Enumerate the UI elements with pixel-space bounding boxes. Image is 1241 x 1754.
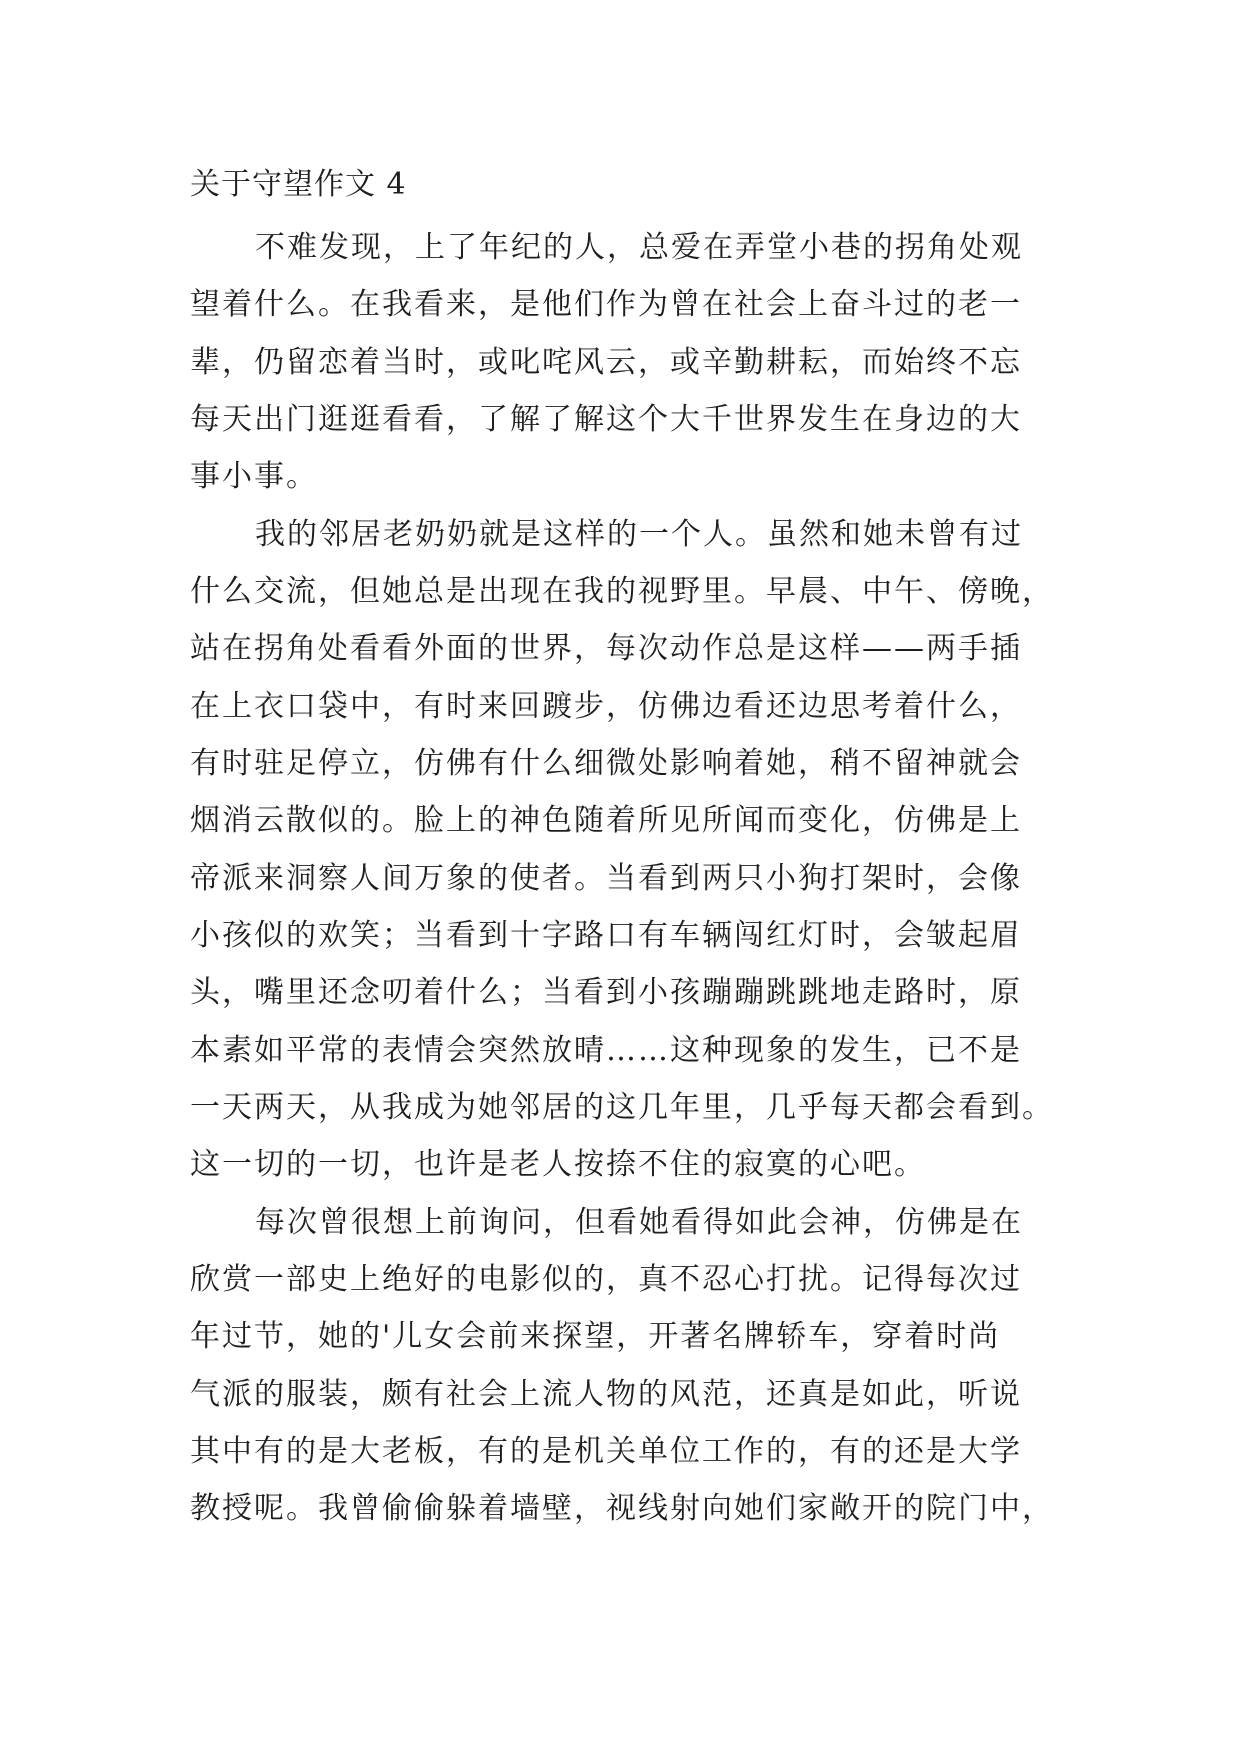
paragraph-line: 年过节，她的'儿女会前来探望，开著名牌轿车，穿着时尚 — [190, 1319, 1001, 1354]
paragraph-line: 小孩似的欢笑；当看到十字路口有车辆闯红灯时，会皱起眉 — [190, 918, 1022, 953]
paragraph-line: 有时驻足停立，仿佛有什么细微处影响着她，稍不留神就会 — [190, 746, 1022, 781]
paragraph-line: 教授呢。我曾偷偷躲着墙壁，视线射向她们家敞开的院门中， — [190, 1491, 1054, 1526]
paragraph-line: 每次曾很想上前询问，但看她看得如此会神，仿佛是在 — [255, 1205, 1023, 1240]
paragraph-line: 其中有的是大老板，有的是机关单位工作的，有的还是大学 — [190, 1434, 1022, 1469]
paragraph-line: 事小事。 — [190, 459, 318, 494]
paragraph-line: 在上衣口袋中，有时来回踱步，仿佛边看还边思考着什么， — [190, 689, 1022, 724]
paragraph-line: 站在拐角处看看外面的世界，每次动作总是这样——两手插 — [190, 631, 1022, 666]
paragraph-line: 本素如平常的表情会突然放晴……这种现象的发生，已不是 — [190, 1033, 1022, 1068]
paragraph-line: 头，嘴里还念叨着什么；当看到小孩蹦蹦跳跳地走路时，原 — [190, 975, 1022, 1010]
paragraph-line: 欣赏一部史上绝好的电影似的，真不忍心打扰。记得每次过 — [190, 1262, 1022, 1297]
paragraph-line: 一天两天，从我成为她邻居的这几年里，几乎每天都会看到。 — [190, 1090, 1054, 1125]
paragraph-line: 我的邻居老奶奶就是这样的一个人。虽然和她未曾有过 — [255, 517, 1023, 552]
paragraph-line: 辈，仍留恋着当时，或叱咤风云，或辛勤耕耘，而始终不忘 — [190, 345, 1022, 380]
paragraph-line: 望着什么。在我看来，是他们作为曾在社会上奋斗过的老一 — [190, 287, 1022, 322]
paragraph-line: 每天出门逛逛看看，了解了解这个大千世界发生在身边的大 — [190, 402, 1022, 437]
paragraph-line: 气派的服装，颇有社会上流人物的风范，还真是如此，听说 — [190, 1377, 1022, 1412]
paragraph-line: 不难发现，上了年纪的人，总爱在弄堂小巷的拐角处观 — [255, 230, 1023, 265]
paragraph-line: 烟消云散似的。脸上的神色随着所见所闻而变化，仿佛是上 — [190, 803, 1022, 838]
paragraph-line: 这一切的一切，也许是老人按捺不住的寂寞的心吧。 — [190, 1147, 926, 1182]
paragraph-line: 什么交流，但她总是出现在我的视野里。早晨、中午、傍晚， — [190, 574, 1054, 609]
paragraph-line: 帝派来洞察人间万象的使者。当看到两只小狗打架时，会像 — [190, 861, 1022, 896]
document-title: 关于守望作文 4 — [190, 167, 407, 202]
